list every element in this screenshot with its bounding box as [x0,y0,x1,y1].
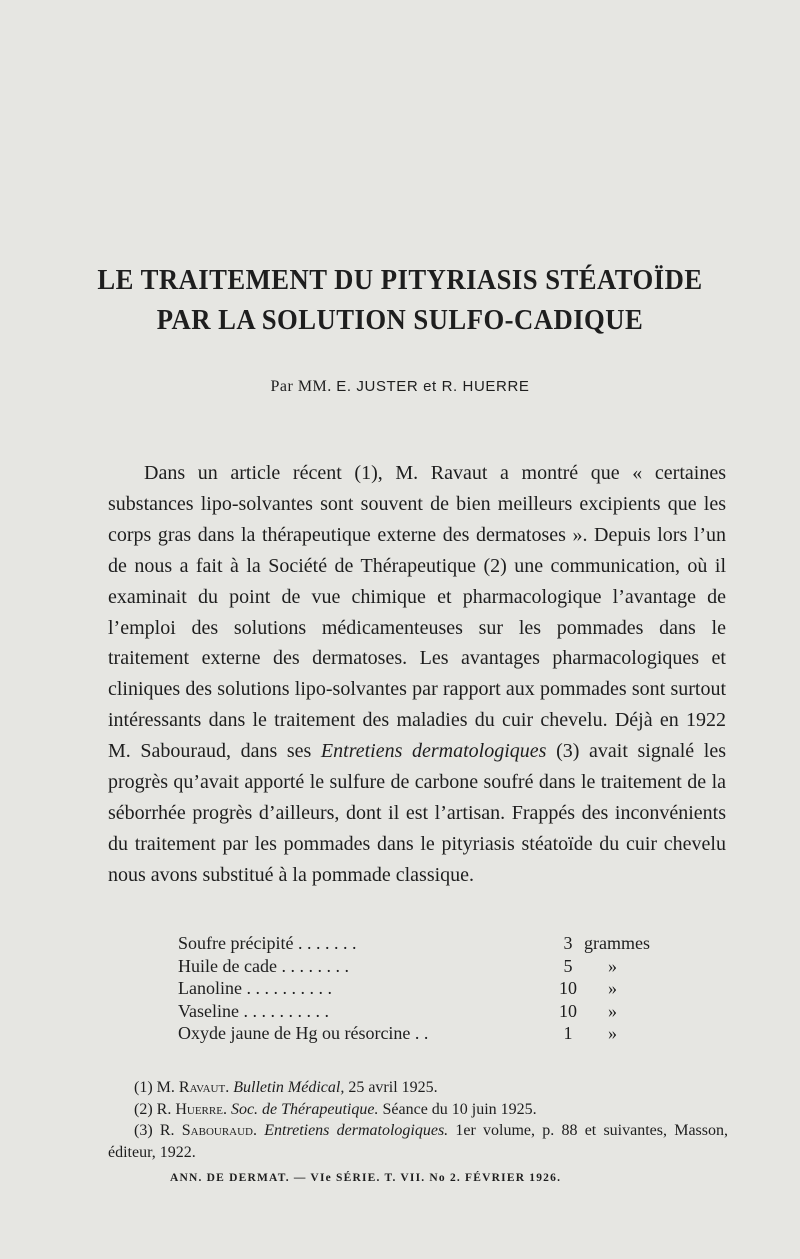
footnote-source: Bulletin Médical, [233,1079,345,1096]
running-footer: ANN. DE DERMAT. — VIe SÉRIE. T. VII. No 2. FÉVRIER 1926. [170,1172,562,1184]
byline-prefix: Par MM. [270,378,332,395]
footnote-author: Sabouraud. [181,1122,258,1140]
formula-table [178,932,678,1045]
byline-authors: E. JUSTER et R. HUERRE [336,378,530,395]
formula-row [178,955,678,978]
byline [100,378,700,396]
footnote-author: Huerre. [175,1100,227,1118]
footnote-details: 25 avril 1925. [344,1079,438,1096]
footnote-source: Entretiens dermatologiques. [264,1122,449,1140]
formula-unit: grammes [584,933,650,953]
article-body [108,458,726,891]
footnote-1 [108,1077,728,1099]
formula-unit: » [608,955,617,976]
formula-unit: » [608,978,617,999]
formula-ingredient: Lanoline . . . . . . . . . . [178,978,332,999]
formula-row [178,1000,678,1023]
formula-quantity: 5 [563,955,573,976]
footnotes [108,1077,728,1163]
footnote-number: (3) R. [134,1122,175,1140]
formula-quantity: 3 [563,933,573,953]
formula-ingredient: Oxyde jaune de Hg ou résorcine . . [178,1023,429,1044]
formula-row [178,977,678,1000]
footnote-source: Soc. de Thérapeutique. [230,1100,379,1118]
formula-ingredient: Huile de cade . . . . . . . . [178,955,349,976]
formula-quantity: 10 [559,978,577,999]
footnote-number: (2) R. [134,1100,172,1118]
body-text-italic-title: Entretiens dermatologiques [320,740,547,763]
formula-quantity: 10 [559,1000,577,1021]
formula-unit: » [608,1023,617,1044]
footnote-number: (1) M. [134,1079,175,1096]
formula-ingredient: Vaseline . . . . . . . . . . [178,1000,329,1021]
body-paragraph [108,458,726,891]
body-text-part-1: Dans un article récent (1), M. Ravaut a montré que « certaines substances lipo-solvantes sont souvent de bien meilleurs excipients que les corps gras dans la thérapeutique externe des dermatoses ». Depuis lors l’un de nous a fait à la Société de Thérapeutique (2) une communication, où il examinait du point de vue chimique et pharmacologique l’avantage de l’emploi des solutions médicamenteuses sur les pommades dans le traitement externe des dermatoses. Les avantages pharmacologiques et cliniques des solutions lipo-solvantes par rapport aux pommades sont surtout intéressants dans le traitement des maladies du cuir chevelu. Déjà en 1922 M. Sabouraud, dans ses [108,462,726,763]
footnote-2 [108,1099,728,1121]
article-title-line-1: LE TRAITEMENT DU PITYRIASIS STÉATOÏDE [97,264,703,296]
formula-row [178,1022,678,1045]
formula-ingredient: Soufre précipité . . . . . . . [178,933,357,953]
formula-row [178,932,678,955]
footnote-author: Ravaut. [178,1079,230,1096]
footnote-3 [108,1120,728,1163]
body-text-part-2: (3) avait signalé les progrès qu’avait apporté le sulfure de carbone soufré dans le traitement de la séborrhée progrès d’ailleurs, dont il est l’artisan. Frappés des inconvénients du traitement par les pommades dans le pityriasis stéatoïde du cuir chevelu nous avons substitué à la pommade classique. [108,740,726,886]
formula-quantity: 1 [563,1023,573,1044]
footnote-details: 1er volume, p. 88 et suivantes, Masson, éditeur, 1922. [108,1122,728,1161]
article-title-line-2: PAR LA SOLUTION SULFO-CADIQUE [156,304,644,336]
formula-unit: » [608,1000,617,1021]
footnote-details: Séance du 10 juin 1925. [378,1100,537,1118]
